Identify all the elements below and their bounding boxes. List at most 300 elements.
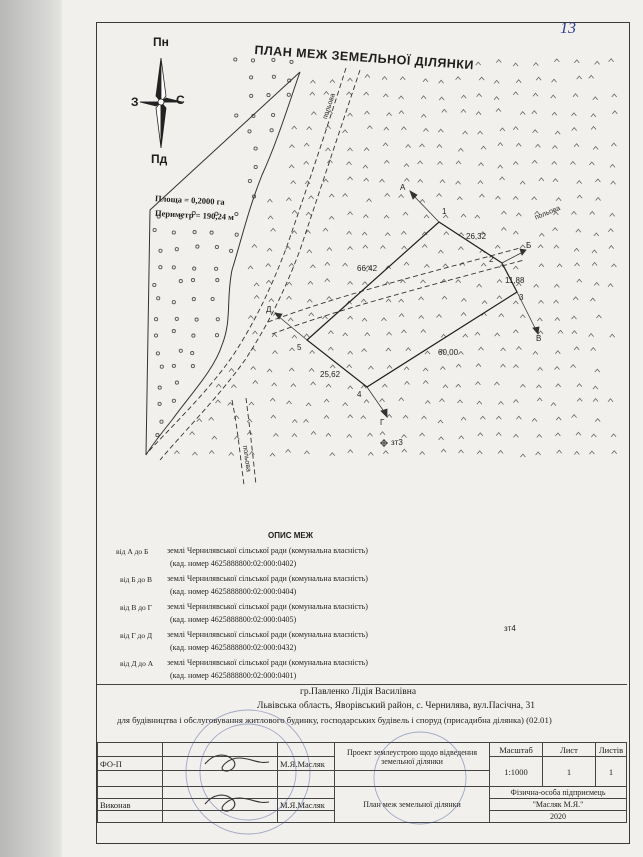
meadow-tick <box>347 365 352 368</box>
vegetation-dot <box>179 280 182 283</box>
meadow-tick <box>362 318 367 321</box>
meadow-tick <box>456 384 461 387</box>
meadow-tick <box>348 351 353 354</box>
meadow-tick <box>481 263 486 266</box>
meadow-tick <box>310 351 315 354</box>
meadow-tick <box>326 148 331 151</box>
meadow-tick <box>516 143 521 146</box>
vegetation-dot <box>156 434 159 437</box>
meadow-tick <box>520 245 525 248</box>
vegetation-dot <box>160 365 163 368</box>
meadow-tick <box>612 111 617 114</box>
meadow-tick <box>402 246 407 249</box>
meadow-tick <box>347 92 352 95</box>
meadow-tick <box>404 164 409 167</box>
meadow-tick <box>553 179 558 182</box>
vegetation-dot <box>272 75 275 78</box>
point-5: 5 <box>297 343 302 352</box>
meadow-tick <box>348 212 353 215</box>
vegetation-dot <box>191 365 194 368</box>
meadow-tick <box>209 451 214 454</box>
vegetation-dot <box>179 349 182 352</box>
meadow-tick <box>384 160 389 163</box>
meadow-tick <box>343 403 348 406</box>
meadow-tick <box>174 451 179 454</box>
meadow-tick <box>254 283 259 286</box>
meadow-tick <box>554 284 559 287</box>
scale-value: 1:1000 <box>490 757 543 787</box>
meadow-tick <box>438 162 443 165</box>
meadow-tick <box>364 148 369 151</box>
meadow-tick <box>421 330 426 333</box>
meadow-tick <box>551 403 556 406</box>
meadow-tick <box>348 415 353 418</box>
meadow-tick <box>577 181 582 184</box>
owner-name: гр.Павленко Лідія Василівна <box>300 687 417 697</box>
meadow-tick <box>209 417 214 420</box>
meadow-tick <box>461 299 466 302</box>
meadow-tick <box>368 433 373 436</box>
meadow-tick <box>248 266 253 269</box>
vegetation-dot <box>172 301 175 304</box>
meadow-tick <box>387 332 392 335</box>
meadow-tick <box>385 233 390 236</box>
meadow-tick <box>307 127 312 130</box>
meadow-tick <box>574 60 579 63</box>
meadow-tick <box>422 416 427 419</box>
vegetation-dot <box>153 283 156 286</box>
meadow-tick <box>324 92 329 95</box>
meadow-tick <box>554 59 559 62</box>
meadow-tick <box>383 451 388 454</box>
meadow-tick <box>348 247 353 250</box>
meadow-tick <box>461 417 466 420</box>
meadow-tick <box>513 266 518 269</box>
vegetation-dot <box>272 113 275 116</box>
meadow-tick <box>494 97 499 100</box>
meadow-tick <box>456 364 461 367</box>
title-block <box>97 742 627 823</box>
meadow-tick <box>401 330 406 333</box>
meadow-tick <box>231 385 236 388</box>
meadow-tick <box>406 348 411 351</box>
meadow-tick <box>516 213 521 216</box>
vegetation-dot <box>191 352 194 355</box>
meadow-tick <box>361 299 366 302</box>
meadow-tick <box>329 194 334 197</box>
meadow-tick <box>385 194 390 197</box>
meadow-tick <box>327 297 332 300</box>
meadow-tick <box>289 264 294 267</box>
meadow-tick <box>326 384 331 387</box>
meadow-tick <box>304 420 309 423</box>
meadow-tick <box>287 401 292 404</box>
desc-row-2-cad: (кад. номер 4625888800:02:000:0404) <box>170 587 297 596</box>
meadow-tick <box>289 165 294 168</box>
meadow-tick <box>477 401 482 404</box>
vegetation-dot <box>172 266 175 269</box>
compass-south-label: Пд <box>151 152 168 166</box>
vegetation-dot <box>290 60 293 63</box>
meadow-tick <box>611 143 616 146</box>
meadow-tick <box>423 368 428 371</box>
vegetation-dot <box>158 402 161 405</box>
meadow-tick <box>577 76 582 79</box>
desc-row-4-cad: (кад. номер 4625888800:02:000:0432) <box>170 643 297 652</box>
meadow-tick <box>247 419 252 422</box>
meadow-tick <box>496 416 501 419</box>
meadow-ticks <box>174 59 617 457</box>
meadow-tick <box>591 114 596 117</box>
meadow-tick <box>495 333 500 336</box>
meadow-tick <box>363 165 368 168</box>
meadow-tick <box>437 315 442 318</box>
meadow-tick <box>536 452 541 455</box>
desc-row-5-cad: (кад. номер 4625888800:02:000:0401) <box>170 671 297 680</box>
road-label-east: польова <box>534 205 562 222</box>
meadow-tick <box>498 451 503 454</box>
meadow-tick <box>420 200 425 203</box>
meadow-tick <box>348 316 353 319</box>
meadow-tick <box>216 400 221 403</box>
meadow-tick <box>536 385 541 388</box>
executor-name: М.Я.Масляк <box>278 799 335 811</box>
meadow-tick <box>309 196 314 199</box>
meadow-tick <box>364 178 369 181</box>
meadow-tick <box>595 179 600 182</box>
meadow-tick <box>496 109 501 112</box>
meadow-tick <box>364 92 369 95</box>
meadow-tick <box>552 162 557 165</box>
meadow-tick <box>343 194 348 197</box>
meadow-tick <box>286 198 291 201</box>
meadow-tick <box>348 148 353 151</box>
meadow-tick <box>273 351 278 354</box>
meadow-tick <box>228 403 233 406</box>
meadow-tick <box>348 78 353 81</box>
meadow-tick <box>406 145 411 148</box>
meadow-tick <box>442 296 447 299</box>
vegetation-dot <box>172 330 175 333</box>
vegetation-dot <box>215 245 218 248</box>
meadow-tick <box>439 399 444 402</box>
vegetation-boundary-line <box>146 72 300 455</box>
meadow-tick <box>423 79 428 82</box>
meadow-tick <box>362 282 367 285</box>
vegetation-dot <box>215 334 218 337</box>
meadow-tick <box>267 199 272 202</box>
meadow-tick <box>596 315 601 318</box>
meadow-tick <box>403 415 408 418</box>
vegetation-dot <box>250 76 253 79</box>
meadow-tick <box>574 347 579 350</box>
meadow-tick <box>421 114 426 117</box>
meadow-tick <box>270 398 275 401</box>
meadow-tick <box>330 453 335 456</box>
meadow-tick <box>476 62 481 65</box>
meadow-tick <box>330 365 335 368</box>
meadow-tick <box>535 144 540 147</box>
meadow-tick <box>368 452 373 455</box>
meadow-tick <box>475 382 480 385</box>
meadow-tick <box>533 352 538 355</box>
vegetation-dot <box>158 386 161 389</box>
desc-row-3-text: землі Чернилявської сільської ради (комунальна власність) <box>167 602 368 611</box>
meadow-tick <box>571 113 576 116</box>
meadow-tick <box>364 400 369 403</box>
meadow-tick <box>593 97 598 100</box>
meadow-tick <box>475 215 480 218</box>
meadow-tick <box>289 145 294 148</box>
meadow-tick <box>420 433 425 436</box>
meadow-tick <box>399 111 404 114</box>
letter-d: Д <box>266 305 272 314</box>
meadow-tick <box>573 94 578 97</box>
meadow-tick <box>456 161 461 164</box>
meadow-tick <box>253 381 258 384</box>
vegetation-dot <box>272 58 275 61</box>
meadow-tick <box>554 300 559 303</box>
meadow-tick <box>516 80 521 83</box>
meadow-tick <box>403 212 408 215</box>
owner-block-top-rule <box>97 684 627 685</box>
meadow-tick <box>556 384 561 387</box>
meadow-tick <box>401 231 406 234</box>
meadow-tick <box>610 164 615 167</box>
meadow-tick <box>253 331 258 334</box>
meadow-tick <box>439 97 444 100</box>
meadow-tick <box>399 314 404 317</box>
point-2: 2 <box>489 255 494 264</box>
meadow-tick <box>475 332 480 335</box>
meadow-tick <box>386 348 391 351</box>
meadow-tick <box>520 454 525 457</box>
benchmark-zt3-label: зт3 <box>391 438 403 447</box>
area-value: Площа = 0,2000 га <box>154 193 225 207</box>
meadow-tick <box>461 214 466 217</box>
desc-row-1-text: землі Чернилявської сільської ради (комунальна власність) <box>167 546 368 555</box>
meadow-tick <box>608 284 613 287</box>
meadow-tick <box>571 365 576 368</box>
plan-name: План меж земельної ділянки <box>335 787 490 823</box>
meadow-tick <box>270 453 275 456</box>
meadow-tick <box>440 180 445 183</box>
compass-north-label: Пн <box>153 35 169 49</box>
meadow-tick <box>496 433 501 436</box>
meadow-tick <box>516 416 521 419</box>
meadow-tick <box>380 246 385 249</box>
meadow-tick <box>594 233 599 236</box>
desc-row-3-cad: (кад. номер 4625888800:02:000:0405) <box>170 615 297 624</box>
meadow-tick <box>347 231 352 234</box>
desc-row-4-text: землі Чернилявської сільської ради (комунальна власність) <box>167 630 368 639</box>
meadow-tick <box>591 434 596 437</box>
meadow-tick <box>311 382 316 385</box>
vegetation-dot <box>267 94 270 97</box>
meadow-tick <box>536 77 541 80</box>
meadow-tick <box>513 162 518 165</box>
meadow-tick <box>348 282 353 285</box>
benchmark-symbols <box>380 439 501 540</box>
vegetation-dot <box>270 129 273 132</box>
meadow-tick <box>422 245 427 248</box>
meadow-tick <box>478 181 483 184</box>
meadow-tick <box>387 113 392 116</box>
meadow-tick <box>558 330 563 333</box>
vegetation-dot <box>157 297 160 300</box>
meadow-tick <box>292 434 297 437</box>
meadow-tick <box>572 415 577 418</box>
meadow-tick <box>458 247 463 250</box>
meadow-tick <box>234 436 239 439</box>
meadow-tick <box>421 280 426 283</box>
meadow-tick <box>477 451 482 454</box>
meadow-tick <box>399 398 404 401</box>
meadow-tick <box>440 367 445 370</box>
meadow-tick <box>268 216 273 219</box>
vegetation-dot <box>235 212 238 215</box>
meadow-tick <box>418 180 423 183</box>
meadow-tick <box>326 433 331 436</box>
meadow-tick <box>479 347 484 350</box>
meadow-tick <box>551 95 556 98</box>
meadow-tick <box>608 399 613 402</box>
meadow-tick <box>520 384 525 387</box>
meadow-tick <box>552 112 557 115</box>
vegetation-dot <box>193 267 196 270</box>
parcel-boundary <box>307 222 517 387</box>
meadow-tick <box>439 80 444 83</box>
meadow-tick <box>249 452 254 455</box>
meadow-tick <box>555 367 560 370</box>
meadow-tick <box>500 177 505 180</box>
meadow-tick <box>477 94 482 97</box>
meadow-tick <box>494 382 499 385</box>
meadow-tick <box>520 315 525 318</box>
meadow-tick <box>554 245 559 248</box>
direction-arrows <box>275 191 542 417</box>
meadow-tick <box>539 233 544 236</box>
meadow-tick <box>459 450 464 453</box>
meadow-tick <box>287 296 292 299</box>
perimeter-value: Периметр = 190,24 м <box>154 207 235 223</box>
meadow-tick <box>329 216 334 219</box>
meadow-tick <box>612 451 617 454</box>
meadow-tick <box>289 368 294 371</box>
meadow-tick <box>532 111 537 114</box>
meadow-tick <box>591 127 596 130</box>
sheet-number: 13 <box>560 20 576 37</box>
meadow-tick <box>557 450 562 453</box>
meadow-tick <box>348 177 353 180</box>
meadow-tick <box>267 248 272 251</box>
vegetation-dot <box>196 245 199 248</box>
meadow-tick <box>608 229 613 232</box>
meadow-tick <box>498 165 503 168</box>
meadow-tick <box>400 77 405 80</box>
meadow-tick <box>269 299 274 302</box>
meadow-tick <box>272 383 277 386</box>
desc-row-1-label: від А до Б <box>116 547 149 556</box>
compass-west-label: З <box>131 95 139 109</box>
meadow-tick <box>363 215 368 218</box>
meadow-tick <box>439 437 444 440</box>
meadow-tick <box>311 112 316 115</box>
meadow-tick <box>437 194 442 197</box>
meadow-tick <box>537 435 542 438</box>
meadow-tick <box>513 301 518 304</box>
dimension-4-5: 25,62 <box>320 370 341 379</box>
meadow-tick <box>288 318 293 321</box>
meadow-tick <box>478 131 483 134</box>
meadow-tick <box>520 181 525 184</box>
meadow-tick <box>595 61 600 64</box>
meadow-tick <box>192 452 197 455</box>
meadow-tick <box>555 131 560 134</box>
meadow-tick <box>572 331 577 334</box>
vegetation-dot <box>175 248 178 251</box>
meadow-tick <box>594 283 599 286</box>
meadow-tick <box>343 263 348 266</box>
meadow-tick <box>463 334 468 337</box>
meadow-tick <box>291 181 296 184</box>
vegetation-dot <box>175 317 178 320</box>
meadow-tick <box>382 77 387 80</box>
vegetation-dot <box>254 165 257 168</box>
meadow-tick <box>323 228 328 231</box>
meadow-tick <box>292 420 297 423</box>
meadow-tick <box>290 348 295 351</box>
meadow-tick <box>537 398 542 401</box>
meadow-tick <box>589 334 594 337</box>
meadow-tick <box>254 296 259 299</box>
meadow-tick <box>380 399 385 402</box>
vegetation-dot <box>172 231 175 234</box>
vegetation-dot <box>248 179 251 182</box>
meadow-tick <box>443 385 448 388</box>
meadow-tick <box>533 63 538 66</box>
vegetation-dot <box>230 249 233 252</box>
meadow-tick <box>610 213 615 216</box>
meadow-tick <box>304 334 309 337</box>
vegetation-dot <box>175 381 178 384</box>
meadow-tick <box>533 93 538 96</box>
meadow-tick <box>476 364 481 367</box>
meadow-tick <box>420 144 425 147</box>
meadow-tick <box>570 162 575 165</box>
meadow-tick <box>328 331 333 334</box>
vegetation-dot <box>159 266 162 269</box>
meadow-tick <box>574 248 579 251</box>
letter-v: В <box>536 334 542 343</box>
meadow-tick <box>323 179 328 182</box>
meadow-tick <box>304 451 309 454</box>
vegetation-dot <box>251 59 254 62</box>
meadow-tick <box>576 432 581 435</box>
meadow-tick <box>556 417 561 420</box>
meadow-tick <box>497 296 502 299</box>
meadow-tick <box>590 298 595 301</box>
meadow-tick <box>482 301 487 304</box>
meadow-tick <box>367 199 372 202</box>
desc-row-2-text: землі Чернилявської сільської ради (комунальна власність) <box>167 574 368 583</box>
vegetation-dot <box>193 231 196 234</box>
year: 2020 <box>490 811 627 823</box>
meadow-tick <box>610 334 615 337</box>
meadow-tick <box>593 399 598 402</box>
meadow-tick <box>595 419 600 422</box>
meadow-tick <box>609 59 614 62</box>
